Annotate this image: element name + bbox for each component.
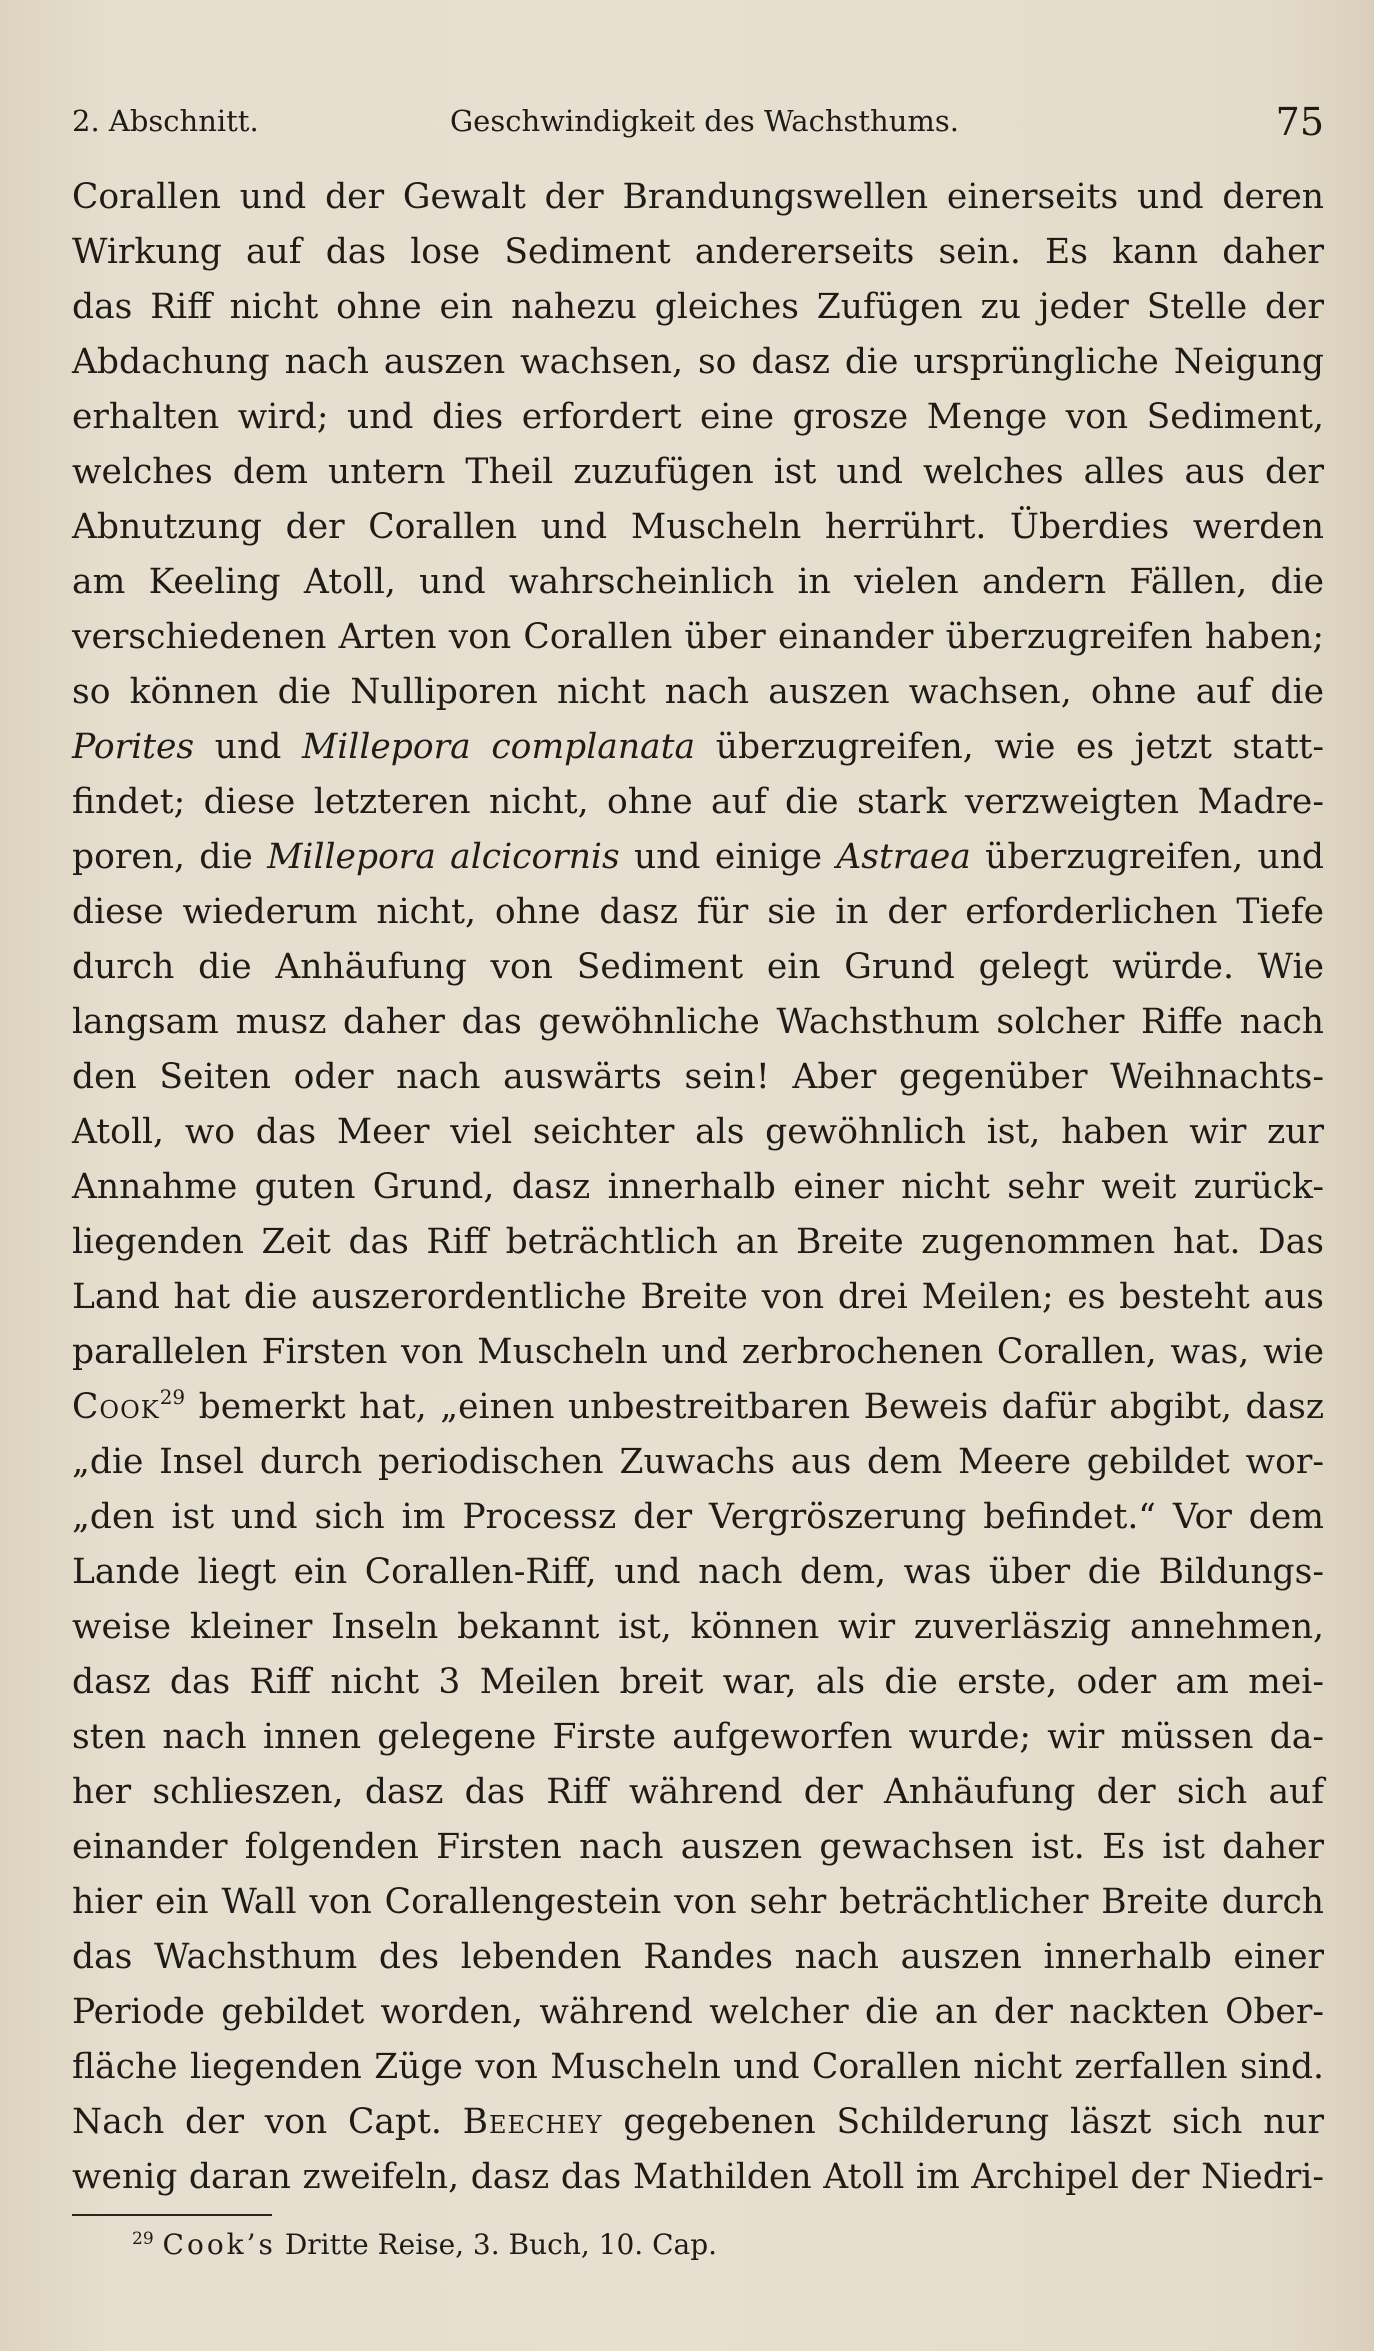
text-line: Wirkung auf das lose Sediment andererseits sein. Es kann daher [72,232,1324,272]
text-line: liegenden Zeit das Riff beträchtlich an Breite zugenommen hat. Das [72,1222,1324,1262]
text-line: verschiedenen Arten von Corallen über einander überzugreifen haben; [72,617,1324,657]
text-line: Land hat die auszerordentliche Breite von drei Meilen; es besteht aus [72,1277,1324,1317]
text-line: sten nach innen gelegene Firste aufgeworfen wurde; wir müssen da- [72,1717,1324,1757]
author-name: Beechey [462,2102,603,2142]
text-line: das Riff nicht ohne ein nahezu gleiches Zufügen zu jeder Stelle der [72,287,1324,327]
text-run: gegebenen Schilderung läszt sich nur [602,2102,1324,2142]
author-name: Cook [72,1387,160,1427]
text-run: bemerkt hat, „einen unbestreitbaren Beweis dafür abgibt, dasz [185,1387,1324,1427]
text-line: parallelen Firsten von Muscheln und zerbrochenen Corallen, was, wie [72,1332,1324,1372]
text-run: und [194,727,302,767]
text-line: her schlieszen, dasz das Riff während der Anhäufung der sich auf [72,1772,1324,1812]
text-line: Corallen und der Gewalt der Brandungswellen einerseits und deren [72,177,1324,217]
species-name: Millepora alcicornis [267,837,620,877]
footnote [132,2228,717,2261]
text-line: Periode gebildet worden, während welcher die an der nackten Ober- [72,1992,1324,2032]
text-line: durch die Anhäufung von Sediment ein Grund gelegt würde. Wie [72,947,1324,987]
text-line [72,830,1324,885]
text-line: dasz das Riff nicht 3 Meilen breit war, als die erste, oder am mei- [72,1662,1324,1702]
species-name: Millepora complanata [301,727,696,767]
footnote-text: Dritte Reise, 3. Buch, 10. Cap. [275,2228,718,2261]
page-number: 75 [1275,100,1324,144]
text-line: langsam musz daher das gewöhnliche Wachsthum solcher Riffe nach [72,1002,1324,1042]
text-line [72,1380,1324,1435]
species-name: Porites [72,727,195,767]
text-line: am Keeling Atoll, und wahrscheinlich in vielen andern Fällen, die [72,562,1324,602]
text-line: einander folgenden Firsten nach auszen gewachsen ist. Es ist daher [72,1827,1324,1867]
text-line: Annahme guten Grund, dasz innerhalb einer nicht sehr weit zurück- [72,1167,1324,1207]
running-title: Geschwindigkeit des Wachsthums. [450,104,960,138]
section-label: 2. Abschnitt. [72,104,259,138]
text-line: das Wachsthum des lebenden Randes nach auszen innerhalb einer [72,1937,1324,1977]
text-line: wenig daran zweifeln, dasz das Mathilden Atoll im Archipel der Niedri- [72,2157,1324,2197]
text-line: „den ist und sich im Processz der Vergröszerung befindet.“ Vor dem [72,1497,1324,1537]
text-line [72,2095,1324,2150]
running-header [72,100,1324,150]
text-run: überzugreifen, und [970,837,1325,877]
text-line: weise kleiner Inseln bekannt ist, können wir zuverläszig annehmen, [72,1607,1324,1647]
text-line: Lande liegt ein Corallen-Riff, und nach dem, was über die Bildungs- [72,1552,1324,1592]
body-text [72,170,1324,2205]
text-run: poren, die [72,837,268,877]
text-run: überzugreifen, wie es jetzt statt- [695,727,1324,767]
text-line: Abnutzung der Corallen und Muscheln herrührt. Überdies werden [72,507,1324,547]
footnote-author: Cook’s [162,2228,276,2261]
text-run: Nach der von Capt. [72,2102,463,2142]
text-line: so können die Nulliporen nicht nach auszen wachsen, ohne auf die [72,672,1324,712]
footnote-marker: 29 [132,2229,154,2249]
text-run: und einige [619,837,837,877]
text-line [72,720,1324,775]
text-line: den Seiten oder nach auswärts sein! Aber gegenüber Weihnachts- [72,1057,1324,1097]
text-line: welches dem untern Theil zuzufügen ist und welches alles aus der [72,452,1324,492]
text-line: hier ein Wall von Corallengestein von sehr beträchtlicher Breite durch [72,1882,1324,1922]
species-name: Astraea [836,837,971,877]
text-line: Abdachung nach auszen wachsen, so dasz die ursprüngliche Neigung [72,342,1324,382]
footnote-divider [72,2214,272,2216]
text-line: findet; diese letzteren nicht, ohne auf die stark verzweigten Madre- [72,782,1324,822]
text-line: „die Insel durch periodischen Zuwachs aus dem Meere gebildet wor- [72,1442,1324,1482]
text-line: diese wiederum nicht, ohne dasz für sie in der erforderlichen Tiefe [72,892,1324,932]
footnote-ref: 29 [159,1385,186,1409]
text-line: Atoll, wo das Meer viel seichter als gewöhnlich ist, haben wir zur [72,1112,1324,1152]
text-line: fläche liegenden Züge von Muscheln und Corallen nicht zerfallen sind. [72,2047,1324,2087]
text-line: erhalten wird; und dies erfordert eine grosze Menge von Sediment, [72,397,1324,437]
